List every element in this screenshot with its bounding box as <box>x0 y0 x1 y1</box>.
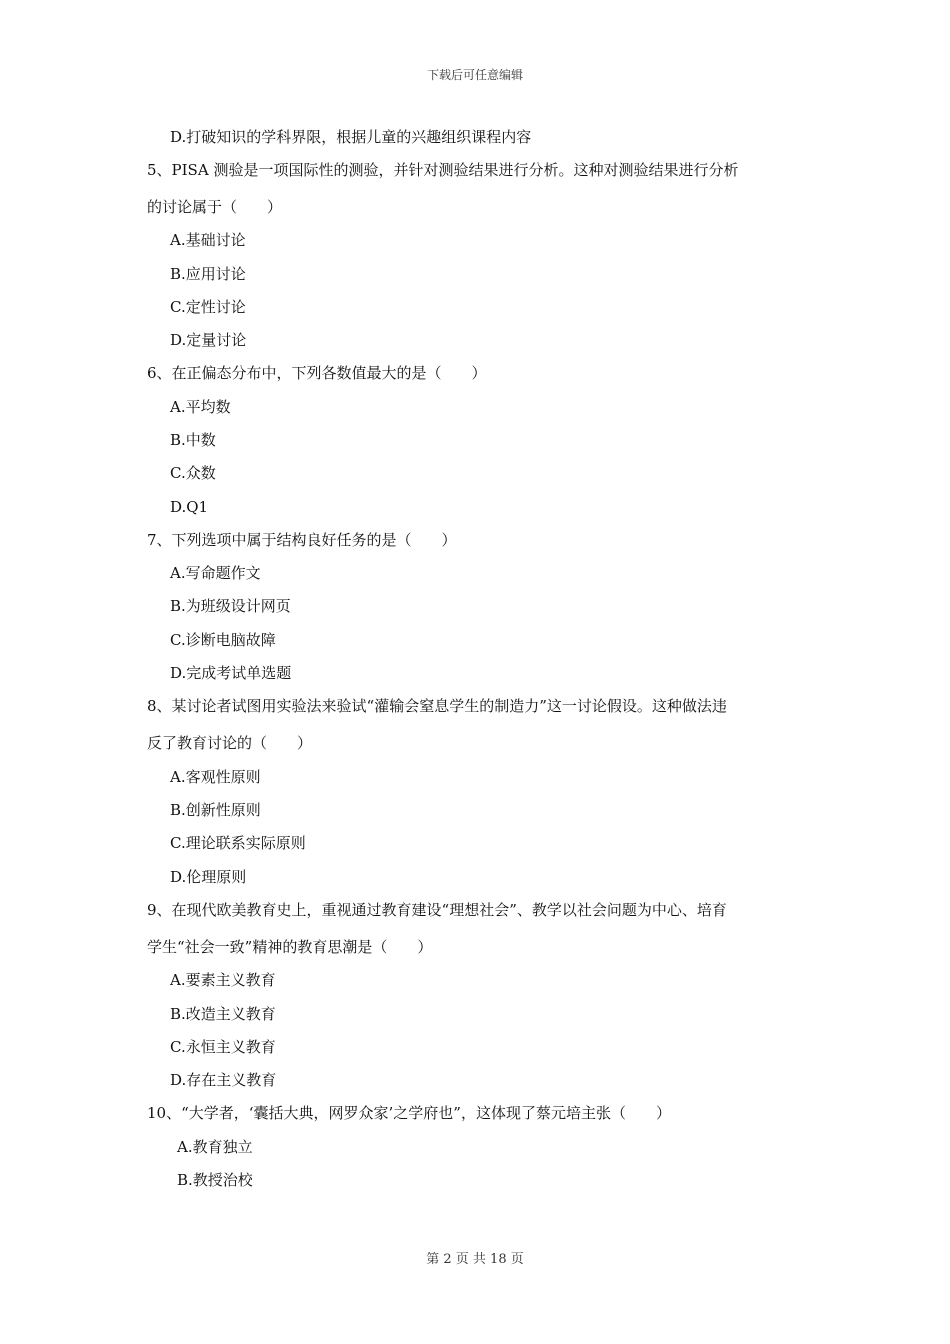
option-line: D.完成考试单选题 <box>170 664 292 682</box>
option-line: B.改造主义教育 <box>170 1005 276 1023</box>
option-line: B.创新性原则 <box>170 801 261 819</box>
question-line: 6、在正偏态分布中，下列各数值最大的是（ ） <box>147 364 487 382</box>
option-line: C.永恒主义教育 <box>170 1038 276 1056</box>
option-line: A.教育独立 <box>177 1138 253 1156</box>
option-line: B.为班级设计网页 <box>170 597 291 615</box>
page-header: 下载后可任意编辑 <box>426 68 523 82</box>
option-line: B.应用讨论 <box>170 265 246 283</box>
question-line: 8、某讨论者试图用实验法来验试“灌输会窒息学生的制造力”这一讨论假设。这种做法违 <box>147 697 727 715</box>
question-line: 7、下列选项中属于结构良好任务的是（ ） <box>147 531 457 549</box>
option-line: C.理论联系实际原则 <box>170 834 306 852</box>
option-line: D.存在主义教育 <box>170 1071 277 1089</box>
option-line: C.定性讨论 <box>170 298 246 316</box>
page-footer: 第 2 页 共 18 页 <box>426 1252 524 1267</box>
option-line: A.要素主义教育 <box>170 971 276 989</box>
option-line: C.众数 <box>170 464 216 482</box>
option-line: A.基础讨论 <box>170 231 246 249</box>
option-line: D.伦理原则 <box>170 868 247 886</box>
option-line: A.客观性原则 <box>170 768 261 786</box>
option-line: B.教授治校 <box>177 1171 253 1189</box>
option-line: A.平均数 <box>170 398 231 416</box>
question-line: 反了教育讨论的（ ） <box>147 734 313 752</box>
option-line: A.写命题作文 <box>170 564 261 582</box>
question-line: 5、PISA 测验是一项国际性的测验，并针对测验结果进行分析。这种对测验结果进行分析 <box>147 161 739 179</box>
question-line: 9、在现代欧美教育史上，重视通过教育建设“理想社会”、教学以社会问题为中心、培育 <box>147 901 727 919</box>
question-line: 学生“社会一致”精神的教育思潮是（ ） <box>147 938 433 956</box>
option-line: B.中数 <box>170 431 216 449</box>
option-line: C.诊断电脑故障 <box>170 631 276 649</box>
option-line: D.定量讨论 <box>170 331 247 349</box>
option-line: D.打破知识的学科界限，根据儿童的兴趣组织课程内容 <box>170 128 532 146</box>
option-line: D.Q1 <box>170 498 209 516</box>
question-line: 10、“大学者，‘囊括大典，网罗众家’之学府也”，这体现了蔡元培主张（ ） <box>147 1104 671 1122</box>
question-line: 的讨论属于（ ） <box>147 198 283 216</box>
